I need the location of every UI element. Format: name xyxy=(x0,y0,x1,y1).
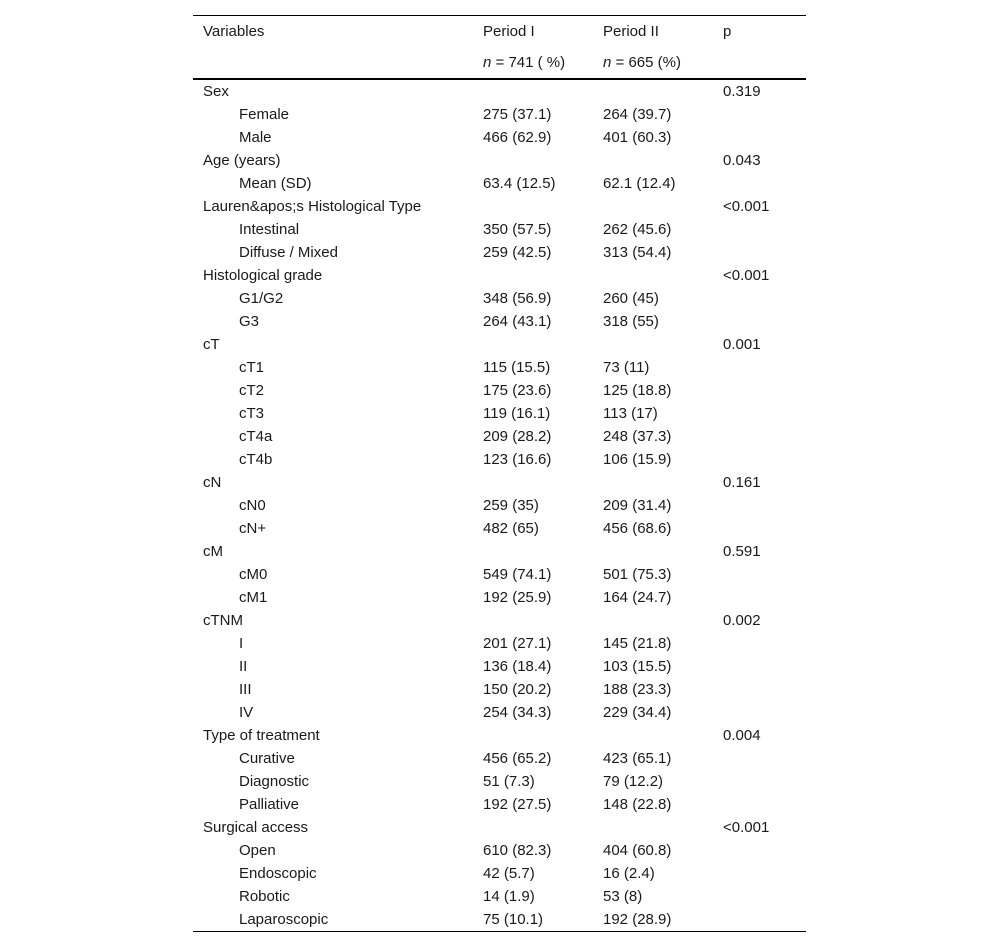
p-value xyxy=(713,862,806,885)
table-row-subcategory xyxy=(193,402,806,425)
period-2-value: 145 (21.8) xyxy=(603,635,672,652)
period-1-value: 209 (28.2) xyxy=(483,428,552,445)
subcategory-label: G1/G2 xyxy=(239,290,284,307)
period-2-value: 404 (60.8) xyxy=(603,842,672,859)
table-row-category xyxy=(193,149,806,172)
period-2-n-label: n xyxy=(603,54,612,71)
table-row-subcategory xyxy=(193,678,806,701)
header-subrow-empty-p xyxy=(713,47,806,79)
period-2-value xyxy=(593,471,713,494)
period-1-value: 549 (74.1) xyxy=(483,566,552,583)
period-1-value: 192 (25.9) xyxy=(483,589,552,606)
p-value xyxy=(713,908,806,932)
category-label: cT xyxy=(203,336,220,353)
period-2-value: 103 (15.5) xyxy=(603,658,672,675)
subcategory-label: Curative xyxy=(239,750,295,767)
period-1-value xyxy=(473,264,593,287)
table-row-category xyxy=(193,195,806,218)
p-value xyxy=(713,793,806,816)
period-1-value xyxy=(473,724,593,747)
period-2-value: 260 (45) xyxy=(603,290,659,307)
table-row-subcategory xyxy=(193,885,806,908)
period-1-value: 201 (27.1) xyxy=(483,635,552,652)
period-1-value xyxy=(473,540,593,563)
p-value xyxy=(713,425,806,448)
period-1-value: 51 (7.3) xyxy=(483,773,535,790)
p-value xyxy=(713,218,806,241)
category-label: cTNM xyxy=(203,612,243,629)
period-2-value: 53 (8) xyxy=(603,888,643,905)
period-2-value: 423 (65.1) xyxy=(603,750,672,767)
period-1-n-value: = 741 ( %) xyxy=(491,54,566,71)
period-2-value: 62.1 (12.4) xyxy=(603,175,676,192)
period-1-value xyxy=(473,609,593,632)
header-subrow-empty xyxy=(193,47,473,79)
table-row-subcategory xyxy=(193,770,806,793)
subcategory-label: cM1 xyxy=(239,589,268,606)
header-period-2: Period II xyxy=(593,16,713,48)
period-2-value: 456 (68.6) xyxy=(603,520,672,537)
p-value xyxy=(713,126,806,149)
table-row-subcategory xyxy=(193,563,806,586)
subcategory-label: I xyxy=(239,635,244,652)
table-row-subcategory xyxy=(193,517,806,540)
header-subrow xyxy=(193,47,806,79)
period-1-value xyxy=(473,79,593,103)
subcategory-label: G3 xyxy=(239,313,260,330)
period-1-value: 259 (35) xyxy=(483,497,539,514)
table-row-subcategory xyxy=(193,241,806,264)
subcategory-label: Endoscopic xyxy=(239,865,317,882)
data-table-container xyxy=(193,15,806,932)
p-value xyxy=(713,517,806,540)
p-value xyxy=(713,678,806,701)
period-2-value xyxy=(593,195,713,218)
period-1-value: 348 (56.9) xyxy=(483,290,552,307)
p-value: 0.002 xyxy=(723,612,761,629)
comparison-table xyxy=(193,15,806,932)
period-2-value: 164 (24.7) xyxy=(603,589,672,606)
p-value xyxy=(713,310,806,333)
period-1-value: 42 (5.7) xyxy=(483,865,535,882)
table-row-subcategory xyxy=(193,103,806,126)
period-2-value xyxy=(593,609,713,632)
p-value: <0.001 xyxy=(723,198,770,215)
table-row-category xyxy=(193,333,806,356)
header-variables: Variables xyxy=(193,16,473,48)
table-row-category xyxy=(193,79,806,103)
period-1-value xyxy=(473,816,593,839)
p-value xyxy=(713,103,806,126)
period-1-value: 456 (65.2) xyxy=(483,750,552,767)
period-2-value xyxy=(593,79,713,103)
p-value xyxy=(713,655,806,678)
p-value xyxy=(713,356,806,379)
table-row-category xyxy=(193,816,806,839)
p-value: 0.591 xyxy=(723,543,761,560)
p-value xyxy=(713,770,806,793)
table-row-subcategory xyxy=(193,425,806,448)
period-1-value: 75 (10.1) xyxy=(473,908,593,932)
p-value xyxy=(713,839,806,862)
period-1-value: 259 (42.5) xyxy=(483,244,552,261)
table-row-subcategory xyxy=(193,379,806,402)
period-2-value xyxy=(593,149,713,172)
period-2-value: 79 (12.2) xyxy=(603,773,664,790)
category-label: Surgical access xyxy=(203,819,309,836)
header-p-value: p xyxy=(713,16,806,48)
period-2-value: 16 (2.4) xyxy=(603,865,655,882)
p-value xyxy=(713,563,806,586)
p-value xyxy=(713,287,806,310)
table-row-category xyxy=(193,264,806,287)
subcategory-label: cT4b xyxy=(239,451,273,468)
table-row-subcategory xyxy=(193,172,806,195)
period-1-value: 14 (1.9) xyxy=(483,888,535,905)
table-row-subcategory xyxy=(193,747,806,770)
table-row-subcategory xyxy=(193,908,806,932)
period-2-value xyxy=(593,540,713,563)
table-row-subcategory xyxy=(193,287,806,310)
period-2-value: 313 (54.4) xyxy=(603,244,672,261)
subcategory-label: II xyxy=(239,658,248,675)
table-row-subcategory xyxy=(193,701,806,724)
p-value xyxy=(713,402,806,425)
period-1-value xyxy=(473,471,593,494)
period-1-value: 264 (43.1) xyxy=(483,313,552,330)
p-value: 0.319 xyxy=(723,83,761,100)
subcategory-label: Laparoscopic xyxy=(193,908,473,932)
period-2-value: 501 (75.3) xyxy=(603,566,672,583)
category-label: Sex xyxy=(203,83,229,100)
category-label: Age (years) xyxy=(203,152,281,169)
subcategory-label: Female xyxy=(239,106,290,123)
period-1-value: 119 (16.1) xyxy=(483,405,551,422)
subcategory-label: Diagnostic xyxy=(239,773,310,790)
table-row-category xyxy=(193,471,806,494)
period-1-value xyxy=(473,195,593,218)
subcategory-label: IV xyxy=(239,704,254,721)
subcategory-label: cT4a xyxy=(239,428,273,445)
period-2-value: 264 (39.7) xyxy=(603,106,672,123)
period-1-value: 350 (57.5) xyxy=(483,221,552,238)
subcategory-label: Mean (SD) xyxy=(239,175,312,192)
header-period-2-n xyxy=(593,47,713,79)
period-2-value: 229 (34.4) xyxy=(603,704,672,721)
table-row-subcategory xyxy=(193,655,806,678)
subcategory-label: cM0 xyxy=(239,566,268,583)
period-1-value: 175 (23.6) xyxy=(483,382,552,399)
table-row-subcategory xyxy=(193,494,806,517)
category-label: Type of treatment xyxy=(203,727,320,744)
period-1-value: 482 (65) xyxy=(483,520,539,537)
subcategory-label: cN0 xyxy=(239,497,266,514)
period-2-value xyxy=(593,333,713,356)
period-2-value: 73 (11) xyxy=(603,359,650,376)
period-2-value xyxy=(593,264,713,287)
period-2-value xyxy=(593,724,713,747)
p-value xyxy=(713,632,806,655)
table-row-category xyxy=(193,609,806,632)
table-row-subcategory xyxy=(193,586,806,609)
period-1-value: 192 (27.5) xyxy=(483,796,552,813)
period-1-value: 115 (15.5) xyxy=(483,359,551,376)
period-1-n-label: n xyxy=(483,54,492,71)
category-label: Lauren&apos;s Histological Type xyxy=(203,198,422,215)
period-2-value: 318 (55) xyxy=(603,313,659,330)
p-value: 0.004 xyxy=(723,727,761,744)
p-value: <0.001 xyxy=(723,819,770,836)
subcategory-label: Robotic xyxy=(239,888,290,905)
p-value xyxy=(713,379,806,402)
subcategory-label: III xyxy=(239,681,252,698)
table-row-subcategory xyxy=(193,448,806,471)
p-value xyxy=(713,172,806,195)
period-2-value: 106 (15.9) xyxy=(603,451,672,468)
table-row-subcategory xyxy=(193,632,806,655)
subcategory-label: cT3 xyxy=(239,405,265,422)
period-2-value: 188 (23.3) xyxy=(603,681,672,698)
period-1-value: 150 (20.2) xyxy=(483,681,552,698)
p-value xyxy=(713,701,806,724)
period-1-value: 610 (82.3) xyxy=(483,842,552,859)
period-1-value: 466 (62.9) xyxy=(483,129,552,146)
subcategory-label: Male xyxy=(239,129,272,146)
period-1-value: 63.4 (12.5) xyxy=(483,175,556,192)
p-value: <0.001 xyxy=(723,267,770,284)
subcategory-label: Palliative xyxy=(239,796,300,813)
period-2-value: 401 (60.3) xyxy=(603,129,672,146)
subcategory-label: Open xyxy=(239,842,276,859)
period-1-value: 275 (37.1) xyxy=(483,106,552,123)
header-period-1-n xyxy=(473,47,593,79)
header-row xyxy=(193,16,806,48)
table-row-subcategory xyxy=(193,310,806,333)
p-value xyxy=(713,448,806,471)
period-2-value: 113 (17) xyxy=(603,405,658,422)
subcategory-label: Intestinal xyxy=(239,221,300,238)
category-label: cM xyxy=(203,543,223,560)
period-2-value: 125 (18.8) xyxy=(603,382,672,399)
table-header xyxy=(193,16,806,80)
p-value xyxy=(713,494,806,517)
period-2-value: 192 (28.9) xyxy=(593,908,713,932)
p-value: 0.001 xyxy=(723,336,761,353)
p-value: 0.161 xyxy=(723,474,761,491)
subcategory-label: cT2 xyxy=(239,382,265,399)
header-period-1: Period I xyxy=(473,16,593,48)
category-label: cN xyxy=(203,474,222,491)
p-value: 0.043 xyxy=(723,152,761,169)
table-body xyxy=(193,79,806,932)
table-row-subcategory xyxy=(193,839,806,862)
p-value xyxy=(713,747,806,770)
p-value xyxy=(713,241,806,264)
table-row-category xyxy=(193,540,806,563)
period-1-value: 123 (16.6) xyxy=(483,451,552,468)
category-label: Histological grade xyxy=(203,267,323,284)
period-1-value xyxy=(473,149,593,172)
p-value xyxy=(713,885,806,908)
table-row-category xyxy=(193,724,806,747)
table-row-subcategory xyxy=(193,793,806,816)
period-1-value xyxy=(473,333,593,356)
p-value xyxy=(713,586,806,609)
table-row-subcategory xyxy=(193,356,806,379)
table-row-subcategory xyxy=(193,126,806,149)
period-1-value: 254 (34.3) xyxy=(483,704,552,721)
period-2-value: 262 (45.6) xyxy=(603,221,672,238)
subcategory-label: cT1 xyxy=(239,359,265,376)
subcategory-label: cN+ xyxy=(239,520,267,537)
table-row-subcategory xyxy=(193,862,806,885)
period-2-value: 209 (31.4) xyxy=(603,497,672,514)
period-1-value: 136 (18.4) xyxy=(483,658,552,675)
period-2-n-value: = 665 (%) xyxy=(611,54,681,71)
period-2-value: 148 (22.8) xyxy=(603,796,672,813)
subcategory-label: Diffuse / Mixed xyxy=(239,244,338,261)
period-2-value: 248 (37.3) xyxy=(603,428,672,445)
period-2-value xyxy=(593,816,713,839)
table-row-subcategory xyxy=(193,218,806,241)
